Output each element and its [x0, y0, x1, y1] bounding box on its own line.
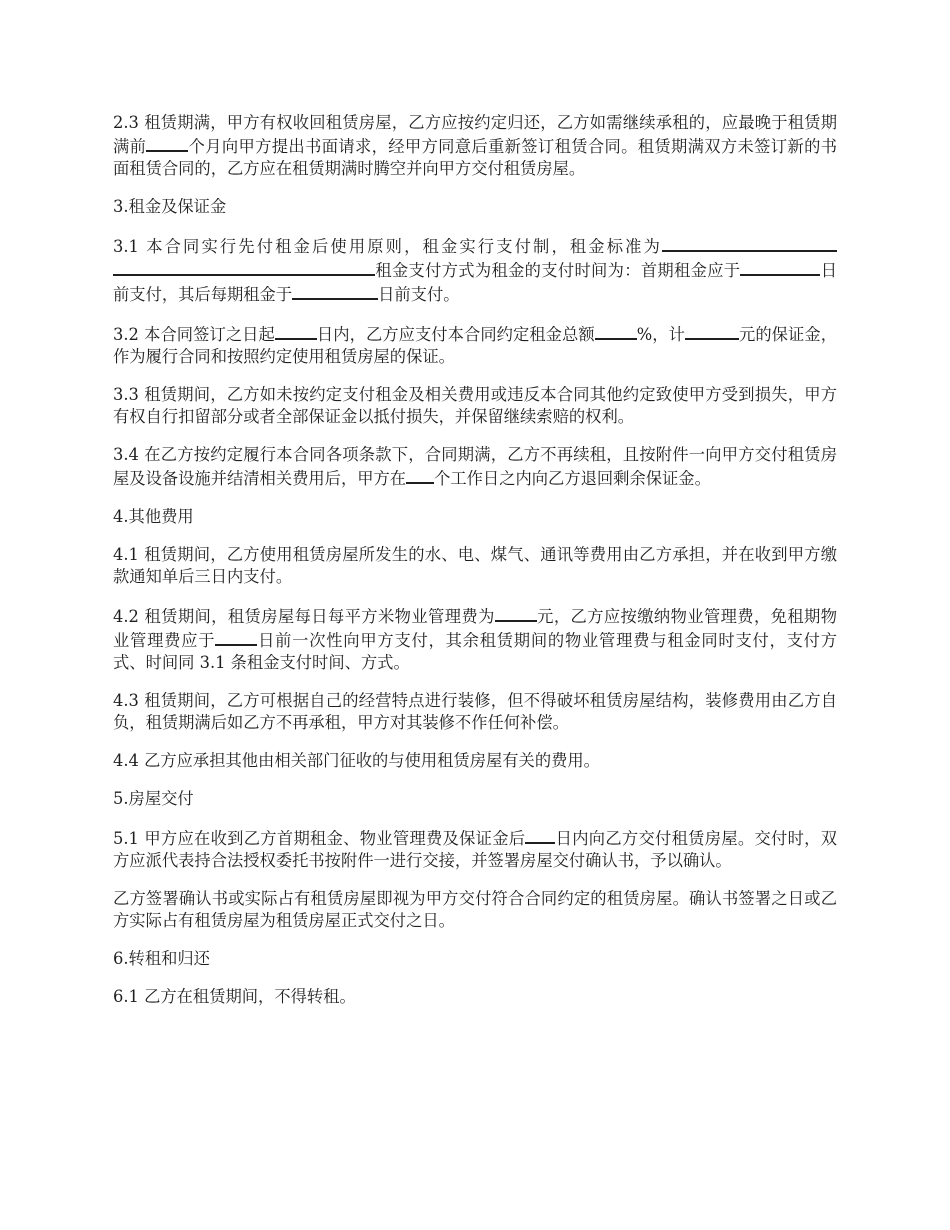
clause-3-4-text-b: 个工作日之内向乙方退回剩余保证金。 — [434, 469, 711, 488]
clause-6-1: 6.1 乙方在租赁期间，不得转租。 — [113, 987, 356, 1006]
clause-5-1 — [113, 826, 837, 872]
clause-5-1-text-b: 日内向乙方交付租赁房屋。交付时，双方应派代表持合法授权委托书按附件一进行交接，并签署房屋交付确认书，予以确认。 — [113, 829, 837, 870]
clause-3-3: 3.3 租赁期间，乙方如未按约定支付租金及相关费用或违反本合同其他约定致使甲方受到损失，甲方有权自行扣留部分或者全部保证金以抵付损失，并保留继续索赔的权利。 — [113, 385, 837, 426]
blank-field[interactable] — [685, 322, 739, 340]
clause-5-confirmation: 乙方签署确认书或实际占有租赁房屋即视为甲方交付符合合同约定的租赁房屋。确认书签署之日或乙方实际占有租赁房屋为租赁房屋正式交付之日。 — [113, 889, 837, 930]
clause-4-4: 4.4 乙方应承担其他由相关部门征收的与使用租赁房屋有关的费用。 — [113, 751, 600, 770]
blank-field[interactable] — [525, 826, 555, 844]
clause-3-1-text-a: 3.1 本合同实行先付租金后使用原则，租金实行支付制，租金标准为 — [113, 237, 662, 256]
section-heading-3: 3.租金及保证金 — [113, 197, 227, 216]
clause-5-1-text-a: 5.1 甲方应在收到乙方首期租金、物业管理费及保证金后 — [113, 829, 526, 848]
clause-2-3-text-a: 2.3 租赁期满，甲方有权收回租赁房屋，乙方应按约定归还，乙方如需继续承租的，应最晚于租赁期满前 — [113, 113, 837, 156]
section-heading-6: 6.转租和归还 — [113, 949, 210, 968]
section-heading-4: 4.其他费用 — [113, 507, 194, 526]
document-page — [113, 112, 837, 1024]
clause-4-1: 4.1 租赁期间，乙方使用租赁房屋所发生的水、电、煤气、通讯等费用由乙方承担，并在收到甲方缴款通知单后三日内支付。 — [113, 545, 837, 586]
blank-field[interactable] — [292, 282, 378, 300]
blank-field[interactable] — [780, 258, 820, 276]
clause-2-3 — [113, 112, 837, 180]
blank-field[interactable] — [406, 466, 434, 484]
blank-field[interactable] — [275, 322, 317, 340]
clause-3-2-text-b: 日内，乙方应支付本合同约定租金总额 — [316, 325, 595, 344]
clause-2-3-text-b: 个月向甲方提出书面请求，经甲方同意后重新签订租赁合同。租赁期满双方未签订新的书面租赁合同的，乙方应在租赁期满时腾空并向甲方交付租赁房屋。 — [113, 137, 837, 178]
section-heading-5: 5.房屋交付 — [113, 789, 194, 808]
clause-4-2-text-a: 4.2 租赁期间，租赁房屋每日每平方米物业管理费为 — [113, 607, 495, 626]
blank-field[interactable] — [495, 604, 537, 622]
blank-field[interactable] — [662, 234, 837, 252]
blank-field[interactable] — [113, 258, 375, 276]
clause-3-2-text-d: 元的保证金，作为履行合同和按照约定使用租赁房屋的保证。 — [113, 325, 837, 366]
clause-3-4 — [113, 444, 837, 490]
clause-4-2 — [113, 604, 837, 674]
clause-3-2 — [113, 322, 837, 368]
clause-3-2-text-a: 3.2 本合同签订之日起 — [113, 325, 275, 344]
clause-3-4-text-a: 3.4 在乙方按约定履行本合同各项条款下，合同期满，乙方不再续租，且按附件一向甲方交付租赁房屋及设备设施并结清相关费用后，甲方在 — [113, 445, 837, 488]
clause-4-3: 4.3 租赁期间，乙方可根据自己的经营特点进行装修，但不得破坏租赁房屋结构，装修费用由乙方自负，租赁期满后如乙方不再承租，甲方对其装修不作任何补偿。 — [113, 691, 837, 732]
blank-field[interactable] — [146, 134, 188, 152]
clause-3-1-text-b: 租金支付方式为租金的支付时间为：首期租金应于 — [375, 261, 741, 280]
clause-3-2-text-c: %，计 — [636, 325, 685, 344]
clause-3-1-text-c: 日前支付，其后每期租金于 — [113, 261, 837, 304]
clause-4-2-text-c: 日前一次性向甲方支付，其余租赁期间的物业管理费与租金同时支付，支付方式、时间同 3.1 条租金支付时间、方式。 — [113, 631, 837, 672]
clause-3-1 — [113, 234, 837, 306]
blank-field[interactable] — [595, 322, 637, 340]
blank-field[interactable] — [215, 628, 257, 646]
clause-4-2-text-b: 元，乙方应按缴纳物业管理费，免租期物业管理费应于 — [113, 607, 837, 650]
clause-3-1-text-d: 日前支付。 — [378, 285, 460, 304]
blank-field[interactable] — [740, 258, 780, 276]
